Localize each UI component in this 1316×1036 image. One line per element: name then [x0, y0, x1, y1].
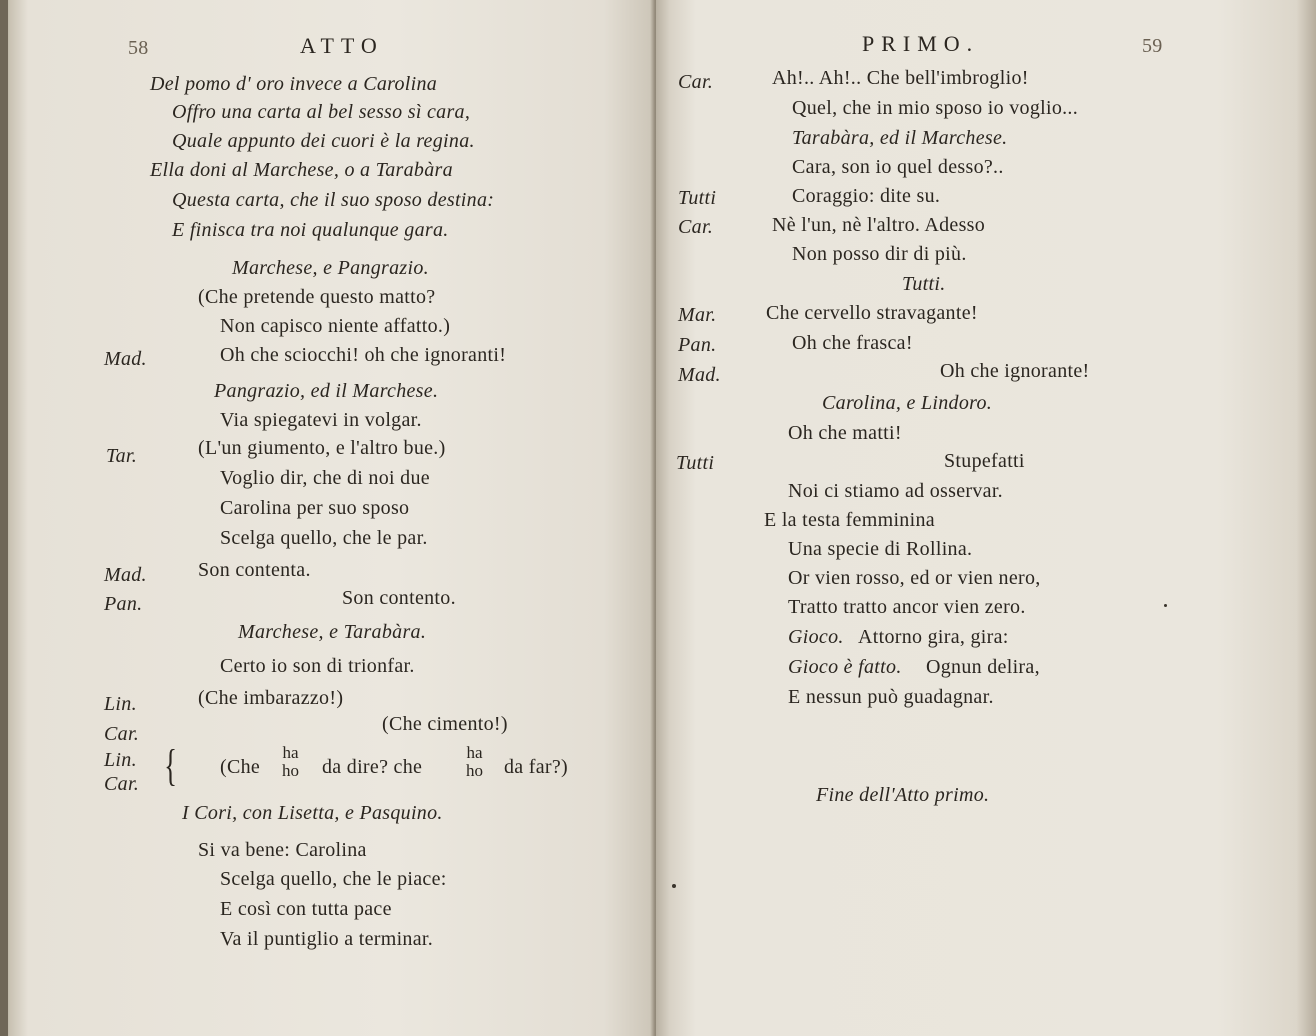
speaker-label: Mad.	[678, 364, 721, 386]
verse-line: da far?)	[504, 756, 569, 778]
verse-line: Questa carta, che il suo sposo destina:	[172, 189, 495, 211]
verse-line: Nè l'un, nè l'altro. Adesso	[772, 214, 986, 236]
verse-line: Via spiegatevi in volgar.	[220, 409, 422, 431]
speaker-label: Car.	[678, 216, 714, 238]
alternate-verb-bottom: ho	[282, 761, 299, 780]
verse-line: Ella doni al Marchese, o a Tarabàra	[150, 159, 453, 181]
speaker-label: Pan.	[678, 334, 717, 356]
verse-line: Son contento.	[342, 587, 456, 609]
stage-direction: Tarabàra, ed il Marchese.	[792, 127, 1008, 149]
verse-line: (Che pretende questo matto?	[198, 286, 436, 308]
speaker-label: Mad.	[104, 564, 147, 586]
speaker-label: Pan.	[104, 593, 143, 615]
stage-direction: Marchese, e Tarabàra.	[238, 621, 427, 643]
alternate-verb	[466, 744, 483, 780]
speaker-label: Car.	[104, 723, 140, 745]
verse-line: Attorno gira, gira:	[858, 626, 1009, 648]
alternate-verb-top: ha	[466, 743, 483, 762]
page-number: 59	[1142, 35, 1163, 57]
verse-line: Oh che ignorante!	[940, 360, 1090, 382]
verse-line: Quel, che in mio sposo io voglio...	[792, 97, 1079, 119]
verse-line: da dire? che	[322, 756, 423, 778]
verse-line: Quale appunto dei cuori è la regina.	[172, 130, 475, 152]
verse-line: Ah!.. Ah!.. Che bell'imbroglio!	[772, 67, 1029, 89]
verse-line: Una specie di Rollina.	[788, 538, 973, 560]
left-page	[0, 0, 656, 1036]
verse-line: Del pomo d' oro invece a Carolina	[150, 73, 438, 95]
stage-direction: Gioco è fatto.	[788, 656, 902, 678]
stage-direction: Marchese, e Pangrazio.	[232, 257, 429, 279]
ink-speck	[672, 884, 676, 888]
verse-line: Non capisco niente affatto.)	[220, 315, 451, 337]
verse-line: Ognun delira,	[926, 656, 1040, 678]
act-end-note: Fine dell'Atto primo.	[816, 784, 990, 806]
verse-line: Va il puntiglio a terminar.	[220, 928, 434, 950]
alternate-verb-bottom: ho	[466, 761, 483, 780]
verse-line: Oh che sciocchi! oh che ignoranti!	[220, 344, 507, 366]
verse-line: Coraggio: dite su.	[792, 185, 941, 207]
stage-direction: Tutti.	[902, 273, 946, 295]
speaker-label: Car.	[678, 71, 714, 93]
ink-speck	[1164, 604, 1167, 607]
speaker-label: Lin.	[104, 693, 137, 715]
verse-line: (Che	[220, 756, 261, 778]
verse-line: (L'un giumento, e l'altro bue.)	[198, 437, 446, 459]
verse-line: Scelga quello, che le par.	[220, 527, 428, 549]
verse-line: Offro una carta al bel sesso sì cara,	[172, 101, 471, 123]
verse-line: Si va bene: Carolina	[198, 839, 367, 861]
verse-line: Oh che matti!	[788, 422, 902, 444]
right-page	[656, 0, 1316, 1036]
page-number: 58	[128, 37, 149, 59]
speaker-label: Mad.	[104, 348, 147, 370]
running-header: PRIMO.	[862, 31, 980, 56]
stage-direction: I Cori, con Lisetta, e Pasquino.	[182, 802, 443, 824]
verse-line: Scelga quello, che le piace:	[220, 868, 447, 890]
verse-line: E così con tutta pace	[220, 898, 392, 920]
verse-line: Carolina per suo sposo	[220, 497, 410, 519]
speaker-label: Car.	[104, 773, 140, 795]
verse-line: E nessun può guadagnar.	[788, 686, 994, 708]
alternate-verb-top: ha	[282, 743, 299, 762]
running-header: ATTO	[300, 33, 384, 58]
verse-line: Voglio dir, che di noi due	[220, 467, 430, 489]
book-edge	[0, 0, 8, 1036]
speaker-label: Mar.	[678, 304, 717, 326]
stage-direction: Carolina, e Lindoro.	[822, 392, 993, 414]
brace-mark: {	[164, 741, 177, 790]
verse-line: Son contenta.	[198, 559, 311, 581]
verse-line: Che cervello stravagante!	[766, 302, 978, 324]
verse-line: Certo io son di trionfar.	[220, 655, 415, 677]
verse-line: (Che cimento!)	[382, 713, 508, 735]
speaker-label: Lin.	[104, 749, 137, 771]
verse-line: (Che imbarazzo!)	[198, 687, 344, 709]
stage-direction: Gioco.	[788, 626, 844, 648]
verse-line: Or vien rosso, ed or vien nero,	[788, 567, 1041, 589]
verse-line: Tratto tratto ancor vien zero.	[788, 596, 1026, 618]
verse-line: Noi ci stiamo ad osservar.	[788, 480, 1003, 502]
verse-line: Oh che frasca!	[792, 332, 913, 354]
verse-line: Non posso dir di più.	[792, 243, 967, 265]
verse-line: E finisca tra noi qualunque gara.	[172, 219, 449, 241]
speaker-label: Tar.	[106, 445, 138, 467]
verse-line: Stupefatti	[944, 450, 1025, 472]
verse-line: Cara, son io quel desso?..	[792, 156, 1004, 178]
speaker-label: Tutti	[678, 187, 717, 209]
speaker-label: Tutti	[676, 452, 715, 474]
alternate-verb	[282, 744, 299, 780]
stage-direction: Pangrazio, ed il Marchese.	[214, 380, 439, 402]
verse-line: E la testa femminina	[764, 509, 935, 531]
